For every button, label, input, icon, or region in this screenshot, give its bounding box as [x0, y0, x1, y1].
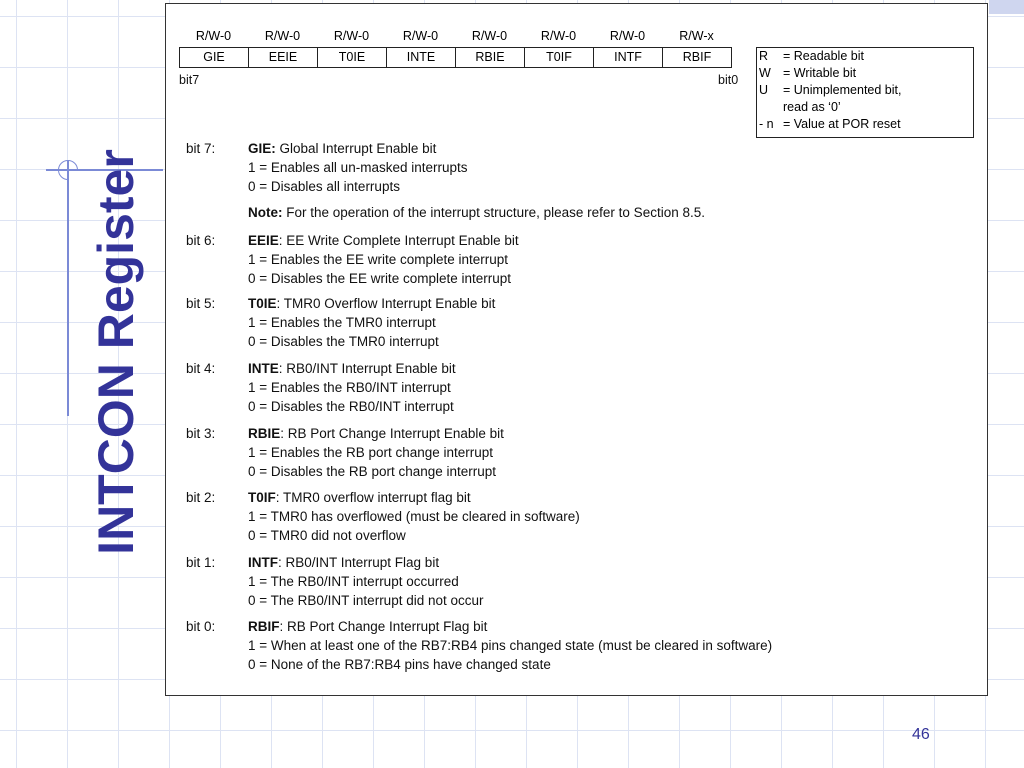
bit-clear-description: 0 = The RB0/INT interrupt did not occur: [248, 593, 484, 608]
bit-clear-description: 0 = Disables the TMR0 interrupt: [248, 334, 439, 349]
bit-set-description: 1 = TMR0 has overflowed (must be cleared in software): [248, 509, 580, 524]
decor-circle: [58, 160, 78, 180]
bit-cell-intf: INTF: [594, 48, 663, 67]
bit-clear-description: 0 = None of the RB7:RB4 pins have changed state: [248, 657, 551, 672]
bit-name: T0IE: [248, 296, 277, 311]
bit-heading: [248, 361, 456, 376]
bit-name: RBIF: [248, 619, 280, 634]
legend-text: = Readable bit: [783, 49, 864, 63]
bit-label: bit 0:: [186, 619, 216, 634]
bit-heading: [248, 490, 471, 505]
legend-item: [757, 65, 973, 82]
note-label: Note:: [248, 205, 283, 220]
legend-box: [756, 47, 974, 138]
bit-label: bit 7:: [186, 141, 216, 156]
bit-title: : EE Write Complete Interrupt Enable bit: [278, 233, 519, 248]
access-label: R/W-x: [679, 29, 714, 43]
legend-key: W: [759, 66, 771, 80]
bit-cell-eeie: EEIE: [249, 48, 318, 67]
bit-set-description: 1 = Enables the TMR0 interrupt: [248, 315, 436, 330]
decor-vertical-line: [67, 160, 69, 416]
legend-item: [757, 82, 973, 99]
access-label: R/W-0: [264, 29, 301, 43]
bit-set-description: 1 = Enables all un-masked interrupts: [248, 160, 468, 175]
bit-note: [248, 205, 705, 220]
bit-title: : RB0/INT Interrupt Flag bit: [278, 555, 440, 570]
bit-heading: [248, 619, 487, 634]
legend-key: - n: [759, 117, 774, 131]
bit-title: : RB Port Change Interrupt Flag bit: [279, 619, 488, 634]
bit-set-description: 1 = When at least one of the RB7:RB4 pins changed state (must be cleared in software): [248, 638, 773, 653]
legend-item: [757, 99, 973, 116]
bit-label: bit 5:: [186, 296, 216, 311]
bit-cell-gie: GIE: [180, 48, 249, 67]
bit-label: bit 6:: [186, 233, 216, 248]
bit-name: INTF: [248, 555, 278, 570]
bit-cell-inte: INTE: [387, 48, 456, 67]
access-label: R/W-0: [471, 29, 508, 43]
bit-heading: [248, 233, 519, 248]
bit-name: INTE: [248, 361, 279, 376]
legend-key: U: [759, 83, 769, 97]
bit-heading: [248, 141, 436, 156]
decor-strip: [989, 0, 1024, 14]
bit-clear-description: 0 = Disables the RB0/INT interrupt: [248, 399, 454, 414]
bit-set-description: 1 = Enables the EE write complete interrupt: [248, 252, 509, 267]
access-label: R/W-0: [333, 29, 370, 43]
legend-text: = Writable bit: [783, 66, 857, 80]
bit-cell-rbie: RBIE: [456, 48, 525, 67]
legend-item: [757, 48, 973, 65]
page-number: 46: [912, 726, 930, 743]
bit-cell-t0ie: T0IE: [318, 48, 387, 67]
bit-set-description: 1 = Enables the RB0/INT interrupt: [248, 380, 451, 395]
legend-text: read as ‘0’: [783, 100, 841, 114]
access-row: [179, 29, 731, 43]
legend-text: = Value at POR reset: [783, 117, 901, 131]
bit-label: bit 2:: [186, 490, 216, 505]
bit-clear-description: 0 = Disables the EE write complete interrupt: [248, 271, 511, 286]
register-document: [165, 3, 988, 696]
slide-title: INTCON Register: [88, 149, 144, 555]
bit-heading: [248, 555, 439, 570]
bit-clear-description: 0 = TMR0 did not overflow: [248, 528, 406, 543]
bit-heading: [248, 296, 495, 311]
bit-name: T0IF: [248, 490, 276, 505]
note-text: For the operation of the interrupt structure, please refer to Section 8.5.: [282, 205, 705, 220]
bit-heading: [248, 426, 504, 441]
bit-set-description: 1 = The RB0/INT interrupt occurred: [248, 574, 459, 589]
access-label: R/W-0: [540, 29, 577, 43]
bit-set-description: 1 = Enables the RB port change interrupt: [248, 445, 494, 460]
bit-label: bit 4:: [186, 361, 216, 376]
bit-title: : TMR0 Overflow Interrupt Enable bit: [276, 296, 496, 311]
bit-title: Global Interrupt Enable bit: [275, 141, 437, 156]
bit-name: EEIE: [248, 233, 279, 248]
bit-cell-rbif: RBIF: [682, 50, 712, 64]
bit-name: RBIE: [248, 426, 281, 441]
bit-title: : RB Port Change Interrupt Enable bit: [280, 426, 504, 441]
bit-title: : RB0/INT Interrupt Enable bit: [278, 361, 456, 376]
bit-clear-description: 0 = Disables all interrupts: [248, 179, 400, 194]
bit-cell-t0if: T0IF: [525, 48, 594, 67]
legend-key: R: [759, 49, 769, 63]
lsb-label: bit0: [718, 73, 739, 87]
access-label: R/W-0: [402, 29, 439, 43]
register-bits: [179, 47, 732, 68]
access-label: R/W-0: [609, 29, 646, 43]
legend-item: [757, 116, 973, 133]
access-label: R/W-0: [195, 29, 232, 43]
msb-label: bit7: [179, 73, 200, 87]
bit-label: bit 1:: [186, 555, 216, 570]
bit-label: bit 3:: [186, 426, 216, 441]
bit-name: GIE:: [248, 141, 276, 156]
bit-clear-description: 0 = Disables the RB port change interrupt: [248, 464, 497, 479]
legend-text: = Unimplemented bit,: [783, 83, 902, 97]
bit-title: : TMR0 overflow interrupt flag bit: [275, 490, 471, 505]
